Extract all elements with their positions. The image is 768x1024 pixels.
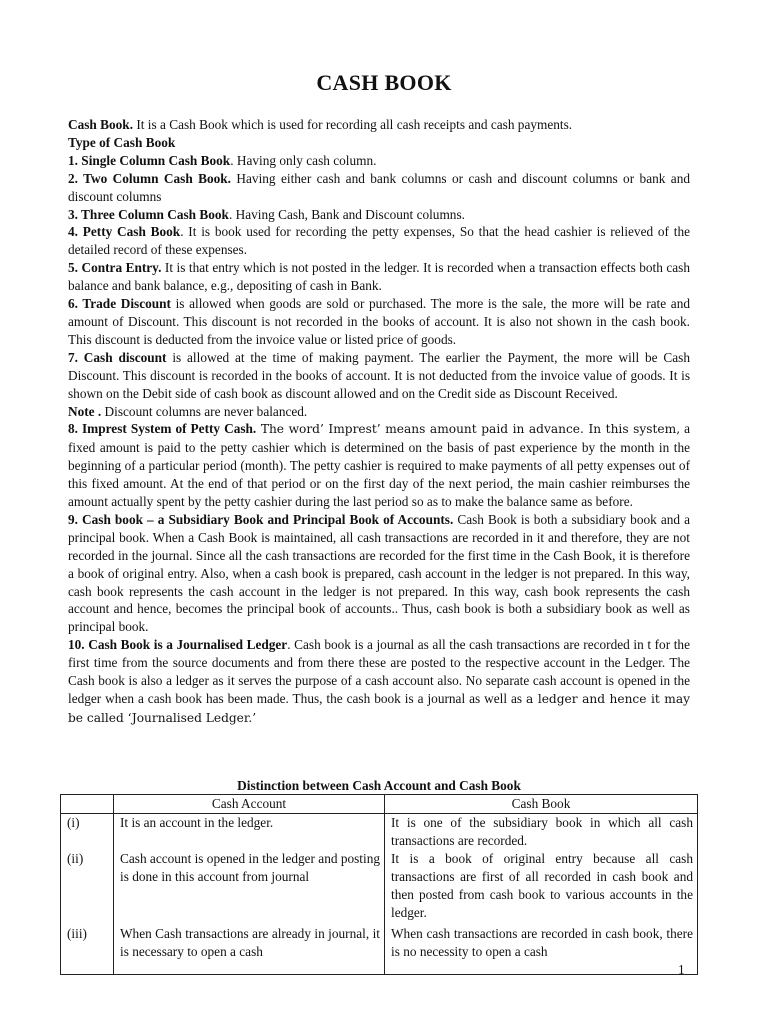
item-3: 3. Three Column Cash Book. Having Cash, Bank and Discount columns.: [68, 206, 465, 222]
intro-paragraph: [68, 116, 690, 134]
item-10: 10. Cash Book is a Journalised Ledger. Cash book is a journal as all the cash transactions are recorded in t for the first time from the source documents and from there these are posted to the respective account in the Ledger. The Cash book is also a ledger as it serves the purpose of a cash account also. No separate cash account is opened in the ledger when a cash book has been made. Thus, the cash book is a journal as well as a ledger and hence it may be called ‘Journalised Ledger.’: [68, 637, 690, 725]
cash-book-cell: It is one of the subsidiary book in which all cash transactions are recorded.: [391, 814, 693, 848]
cash-account-column: [114, 813, 385, 974]
header-cell-cash-book: Cash Book: [385, 795, 698, 814]
cash-book-cell: It is a book of original entry because all cash transactions are first of all recorded in cash book and then posted from cash book to various accounts in the ledger.: [391, 850, 693, 920]
header-cell-num: [61, 795, 114, 814]
row-numbers: [61, 813, 114, 974]
header-cell-cash-account: Cash Account: [114, 795, 385, 814]
table-title: Distinction between Cash Account and Cash Book: [237, 778, 521, 793]
table-header-row: [61, 795, 698, 814]
cash-book-column: [385, 813, 698, 974]
types-heading: Type of Cash Book: [68, 134, 176, 150]
row-number: (i): [67, 814, 80, 830]
item-2: 2. Two Column Cash Book. Having either cash and bank columns or cash and discount columns or bank and discount columns: [68, 170, 690, 204]
cash-account-cell: Cash account is opened in the ledger and posting is done in this account from journal: [120, 850, 380, 884]
table-row: [61, 813, 698, 974]
intro-term: Cash Book.: [68, 117, 134, 132]
document-body: [68, 116, 690, 728]
cash-account-cell: When Cash transactions are already in journal, it is necessary to open a cash: [120, 925, 380, 959]
item-6: 6. Trade Discount is allowed when goods are sold or purchased. The more is the sale, the more will be rate and amount of Discount. This discount is not recorded in the books of account. It is also not shown in the cash book. This discount is deducted from the invoice value or listed price of goods.: [68, 296, 690, 347]
page-number: 1: [678, 962, 685, 977]
row-number: (ii): [67, 850, 84, 866]
item-7: 7. Cash discount is allowed at the time of making payment. The earlier the Payment, the more will be Cash Discount. This discount is recorded in the books of account. It is not deducted from the invoice value of goods. It is shown on the Debit side of cash book as discount allowed and on the Credit side as Discount Received.: [68, 349, 690, 401]
row-number: (iii): [67, 925, 87, 941]
distinction-table: [60, 794, 698, 975]
item-5: 5. Contra Entry. It is that entry which is not posted in the ledger. It is recorded when a transaction effects both cash balance and bank balance, e.g., depositing of cash in Bank.: [68, 260, 691, 294]
item-1: 1. Single Column Cash Book. Having only cash column.: [68, 152, 377, 168]
item-9: 9. Cash book – a Subsidiary Book and Principal Book of Accounts. Cash Book is both a subsidiary book and a principal book. When a Cash Book is maintained, all cash transactions are recorded in it and therefore, they are not recorded in the journal. Since all the cash transactions are recorded for the first time in the Cash Book, it is therefore a book of original entry. Also, when a cash book is prepared, cash account in the ledger is not prepared. In this way, cash book represents the cash account in the ledger is not prepared. In this way, cash book represents the cash account and hence, becomes the principal book of accounts.. Thus, cash book is both a subsidiary book as well as principal book.: [68, 511, 690, 635]
cash-book-cell: When cash transactions are recorded in cash book, there is no necessity to open a cash: [391, 925, 693, 959]
page-title: CASH BOOK: [316, 70, 452, 95]
intro-text: It is a Cash Book which is used for recording all cash receipts and cash payments.: [133, 117, 573, 132]
note: Note . Discount columns are never balanced.: [68, 403, 308, 419]
item-8: 8. Imprest System of Petty Cash. The word’ Imprest’ means amount paid in advance. In this system, a fixed amount is paid to the petty cashier which is determined on the basis of past experience by the month in the beginning of a particular period (month). The petty cashier is required to make payments of all petty expenses out of this fixed amount. At the end of that period or on the first day of the next period, the main cashier reimburses the amount actually spent by the petty cashier during the last period so as to make the balance same as before.: [68, 421, 690, 510]
cash-account-cell: It is an account in the ledger.: [120, 814, 274, 830]
item-4: 4. Petty Cash Book. It is book used for recording the petty expenses, So that the head cashier is relieved of the detailed record of these expenses.: [68, 224, 690, 258]
